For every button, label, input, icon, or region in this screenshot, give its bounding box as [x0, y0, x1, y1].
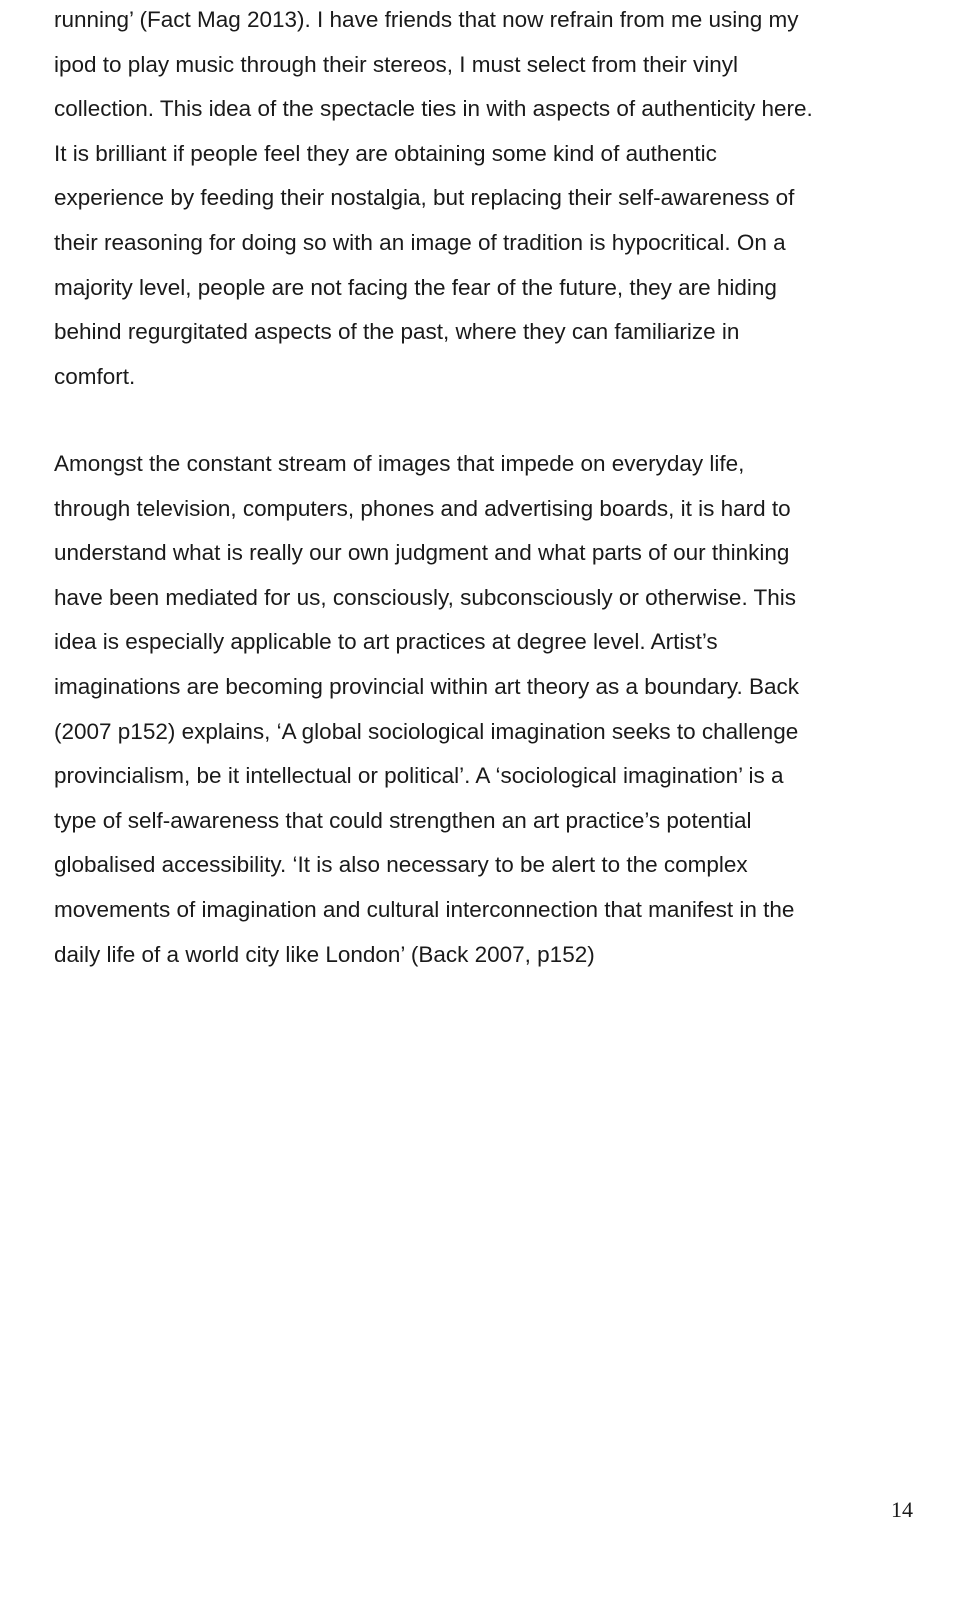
- text-line: have been mediated for us, consciously, subconsciously or otherwise. This: [54, 584, 797, 610]
- paragraph-2: [54, 442, 934, 977]
- text-line: movements of imagination and cultural interconnection that manifest in the: [54, 896, 795, 922]
- text-line: collection. This idea of the spectacle ties in with aspects of authenticity here.: [54, 96, 813, 122]
- text-line: through television, computers, phones and advertising boards, it is hard to: [54, 495, 791, 521]
- paragraph-1: [54, 0, 934, 399]
- text-line: idea is especially applicable to art practices at degree level. Artist’s: [54, 629, 718, 655]
- text-line: type of self-awareness that could strengthen an art practice’s potential: [54, 807, 752, 833]
- text-line: running’ (Fact Mag 2013). I have friends that now refrain from me using my: [54, 7, 799, 32]
- text-line: imaginations are becoming provincial within art theory as a boundary. Back: [54, 673, 799, 699]
- text-line: comfort.: [54, 363, 136, 389]
- text-line: ipod to play music through their stereos, I must select from their vinyl: [54, 51, 739, 77]
- text-line: (2007 p152) explains, ‘A global sociological imagination seeks to challenge: [54, 718, 799, 744]
- page-number: 14: [891, 1497, 913, 1522]
- text-line: majority level, people are not facing the fear of the future, they are hiding: [54, 274, 777, 300]
- text-line: experience by feeding their nostalgia, but replacing their self-awareness of: [54, 185, 795, 211]
- text-line: their reasoning for doing so with an image of tradition is hypocritical. On a: [54, 229, 786, 255]
- text-line: provincialism, be it intellectual or political’. A ‘sociological imagination’ is a: [54, 763, 784, 789]
- text-line: behind regurgitated aspects of the past, where they can familiarize in: [54, 319, 740, 345]
- text-line: globalised accessibility. ‘It is also necessary to be alert to the complex: [54, 852, 748, 878]
- text-line: understand what is really our own judgment and what parts of our thinking: [54, 540, 790, 566]
- text-line: It is brilliant if people feel they are obtaining some kind of authentic: [54, 140, 717, 166]
- text-line: daily life of a world city like London’ (Back 2007, p152): [54, 941, 595, 967]
- text-line: Amongst the constant stream of images that impede on everyday life,: [54, 451, 745, 476]
